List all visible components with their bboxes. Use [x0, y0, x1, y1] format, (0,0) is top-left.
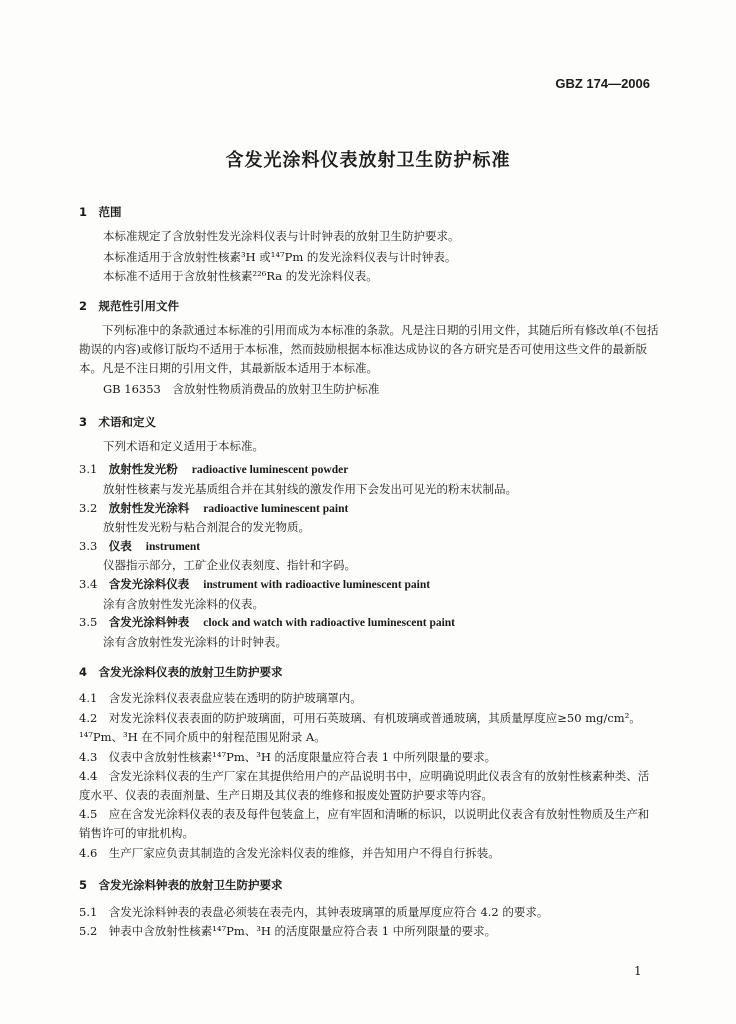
s2-reference: GB 16353 含放射性物质消费品的放射卫生防护标准: [103, 382, 380, 396]
section-5-heading: 5 含发光涂料钟表的放射卫生防护要求: [79, 878, 283, 892]
term-3-1-definition: 放射性核素与发光基质组合并在其射线的激发作用下会发出可见光的粉末状制品。: [103, 482, 517, 496]
term-3-1: 3.1 放射性发光粉 radioactive luminescent powder: [79, 462, 349, 476]
term-3-5-definition: 涂有含放射性发光涂料的计时钟表。: [103, 635, 287, 649]
clause-5-2: 5.2 钟表中含放射性核素¹⁴⁷Pm、³H 的活度限量应符合表 1 中所列限量的要求。: [79, 924, 497, 938]
page-number: 1: [634, 964, 642, 978]
term-3-2: 3.2 放射性发光涂料 radioactive luminescent paint: [79, 501, 349, 515]
clause-4-4: 4.4 含发光涂料仪表的生产厂家在其提供给用户的产品说明书中，应明确说明此仪表含有的放射性核素种类、活度水平、仪表的表面剂量、生产日期及其仪表的维修和报废处置防护要求等内容。: [79, 769, 650, 802]
term-3-2-definition: 放射性发光粉与粘合剂混合的发光物质。: [103, 520, 310, 534]
section-2-heading: 2 规范性引用文件: [79, 299, 180, 313]
clause-4-2: 4.2 对发光涂料仪表表面的防护玻璃面，可用石英玻璃、有机玻璃或普通玻璃，其质量厚度应≥50 mg/cm²。¹⁴⁷Pm、³H 在不同介质中的射程范围见附录 A。: [79, 711, 641, 744]
clause-4-6: 4.6 生产厂家应负责其制造的含发光涂料仪表的维修，并告知用户不得自行拆装。: [79, 846, 500, 860]
s1-line-3: 本标准不适用于含放射性核素²²⁶Ra 的发光涂料仪表。: [103, 269, 378, 283]
s2-paragraph: 下列标准中的条款通过本标准的引用而成为本标准的条款。凡是注日期的引用文件，其随后所有修改单(不包括勘误的内容)或修订版均不适用于本标准，然而鼓励根据本标准达成协议的各方研究是否可使用这些文件的最新版本。凡是不注日期的引用文件，其最新版本适用于本标准。: [79, 323, 659, 375]
clause-4-5: 4.5 应在含发光涂料仪表的表及每件包装盒上，应有牢固和清晰的标识，以说明此仪表含有放射性物质及生产和销售许可的审批机构。: [79, 807, 650, 840]
section-1-heading: 1 范围: [79, 205, 122, 219]
standard-number: GBZ 174—2006: [555, 76, 650, 91]
clause-4-3: 4.3 仪表中含放射性核素¹⁴⁷Pm、³H 的活度限量应符合表 1 中所列限量的要求。: [79, 750, 497, 764]
s3-intro: 下列术语和定义适用于本标准。: [103, 439, 264, 453]
s1-line-1: 本标准规定了含放射性发光涂料仪表与计时钟表的放射卫生防护要求。: [103, 229, 460, 243]
term-3-5: 3.5 含发光涂料钟表 clock and watch with radioactive luminescent paint: [79, 615, 456, 629]
s1-line-2: 本标准适用于含放射性核素³H 或¹⁴⁷Pm 的发光涂料仪表与计时钟表。: [103, 250, 457, 264]
clause-4-1: 4.1 含发光涂料仪表表盘应装在透明的防护玻璃罩内。: [79, 691, 362, 705]
clause-5-1: 5.1 含发光涂料钟表的表盘必须装在表壳内，其钟表玻璃罩的质量厚度应符合 4.2 的要求。: [79, 905, 549, 919]
section-3-heading: 3 术语和定义: [79, 415, 157, 429]
term-3-3: 3.3 仪表 instrument: [79, 539, 201, 553]
term-3-4-definition: 涂有含放射性发光涂料的仪表。: [103, 597, 264, 611]
document-title: 含发光涂料仪表放射卫生防护标准: [225, 150, 511, 171]
term-3-3-definition: 仪器指示部分，工矿企业仪表刻度、指针和字码。: [103, 558, 356, 572]
term-3-4: 3.4 含发光涂料仪表 instrument with radioactive luminescent paint: [79, 577, 431, 591]
section-4-heading: 4 含发光涂料仪表的放射卫生防护要求: [79, 665, 283, 679]
